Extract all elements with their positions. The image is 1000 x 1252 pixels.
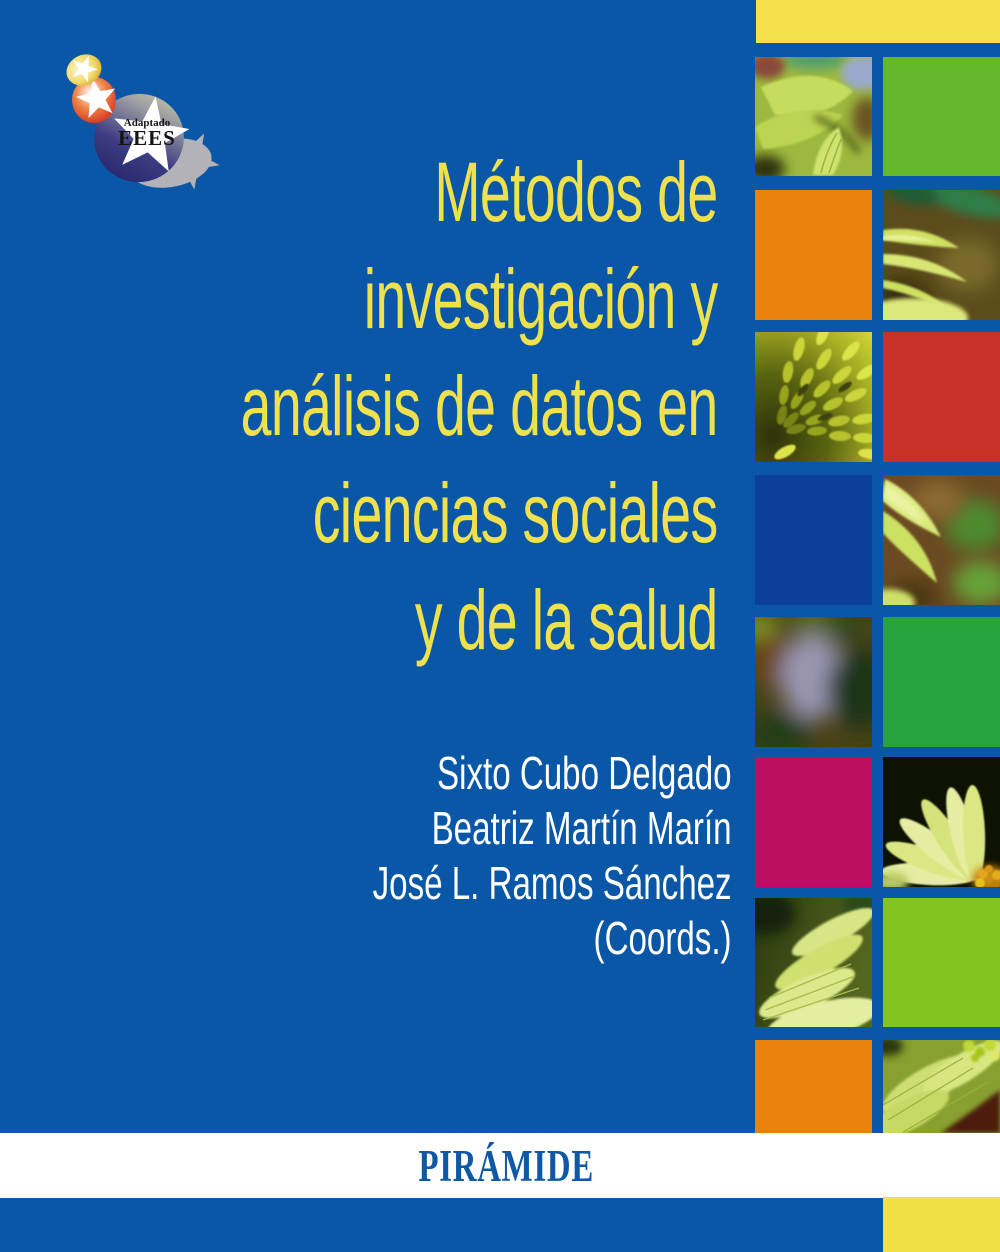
tile-r2-orange <box>755 190 872 320</box>
publisher-band <box>0 1133 1000 1198</box>
tile-r3-chrysanthemum-photo <box>755 332 872 462</box>
book-authors <box>373 746 732 966</box>
mosaic-top-band <box>756 0 1000 43</box>
eees-logo <box>52 42 222 202</box>
tile-r1-flower-photo <box>755 57 872 176</box>
tile-r5-bokeh-photo <box>755 617 872 747</box>
logo-label-adaptado: Adaptado <box>123 117 171 129</box>
tile-r4-darkblue <box>755 475 872 605</box>
tile-r8-flower-photo <box>883 1040 1000 1133</box>
author-name-2: Beatriz Martín Marín <box>431 802 732 854</box>
title-line-3: análisis de datos en <box>241 359 718 453</box>
tile-r7-petals-photo <box>755 898 872 1027</box>
tile-r3-red <box>883 332 1000 462</box>
tile-r2-flower-photo <box>883 190 1000 320</box>
tile-r5-green <box>883 617 1000 747</box>
eees-logo-graphic <box>52 42 222 202</box>
title-line-4: ciencias sociales <box>313 466 718 560</box>
mosaic-bottom-square <box>883 1197 1000 1252</box>
tile-r7-yellowgreen <box>883 898 1000 1027</box>
author-name-3: José L. Ramos Sánchez <box>373 857 732 909</box>
book-title <box>241 139 718 674</box>
title-line-1: Métodos de <box>434 145 718 239</box>
title-line-5: y de la salud <box>415 573 718 667</box>
tile-r8-orange <box>755 1040 872 1133</box>
tile-r6-daisy-photo <box>883 757 1000 887</box>
tile-r6-magenta <box>755 757 872 887</box>
title-line-2: investigación y <box>364 252 718 346</box>
tile-r4-flower-photo <box>883 475 1000 605</box>
coords-label: (Coords.) <box>593 912 732 964</box>
publisher-logo-text: PIRÁMIDE <box>418 1140 594 1191</box>
author-name-1: Sixto Cubo Delgado <box>437 747 732 799</box>
logo-label-eees: EEES <box>118 126 176 150</box>
tile-r1-green <box>883 57 1000 176</box>
